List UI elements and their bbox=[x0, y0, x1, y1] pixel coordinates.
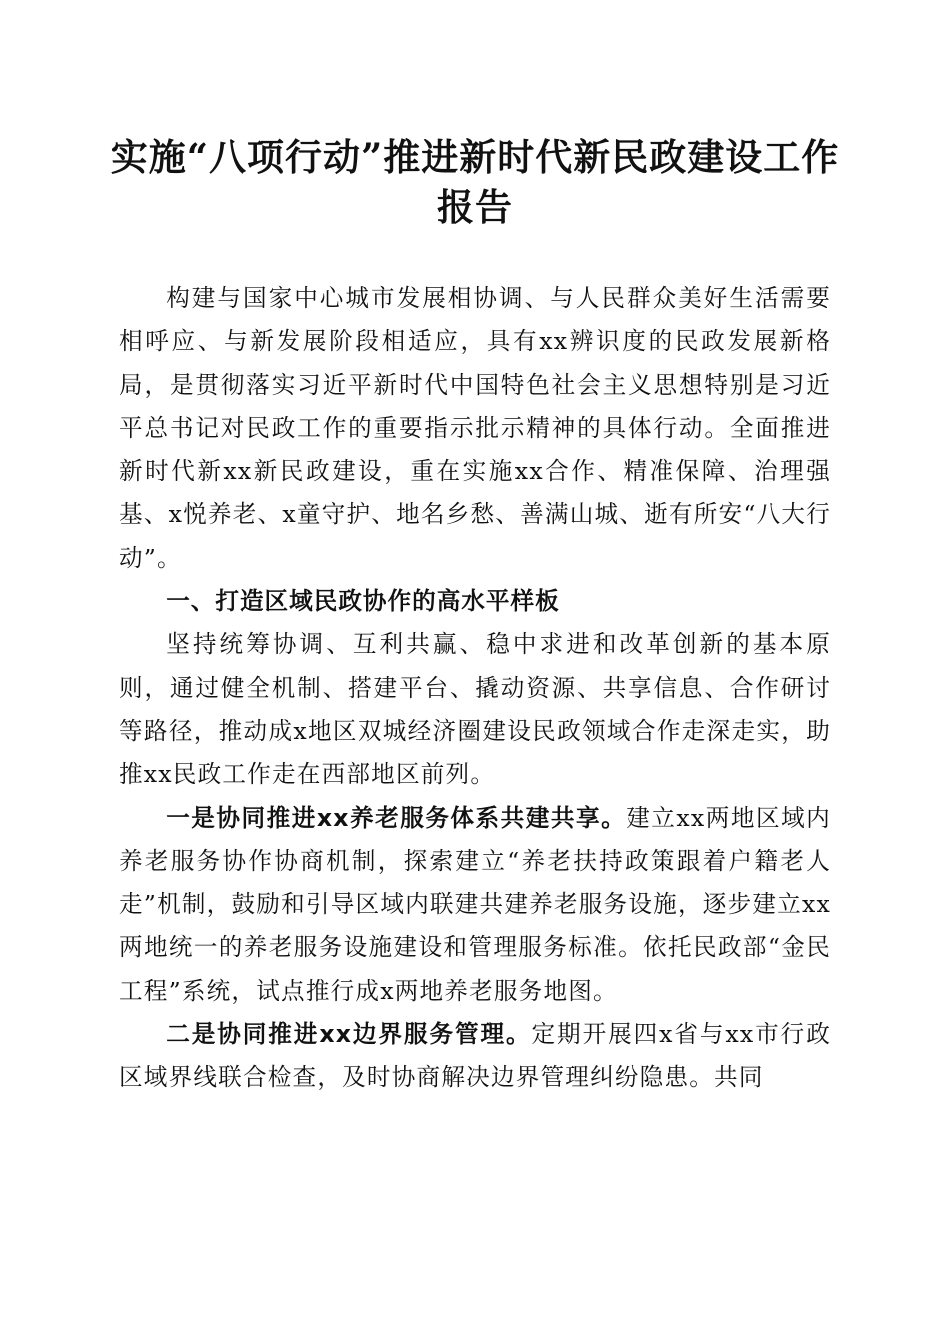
item-1-text: 建立xx两地区域内养老服务协作协商机制，探索建立“养老扶持政策跟着户籍老人走”机制，鼓励和引导区域内联建共建养老服务设施，逐步建立xx两地统一的养老服务设施建设和管理服务标准。依托民政部“金民工程”系统，试点推行成x两地养老服务地图。 bbox=[119, 803, 831, 1005]
paragraph-intro: 构建与国家中心城市发展相协调、与人民群众美好生活需要相呼应、与新发展阶段相适应，具有xx辨识度的民政发展新格局，是贯彻落实习近平新时代中国特色社会主义思想特别是习近平总书记对民政工作的重要指示批示精神的具体行动。全面推进新时代新xx新民政建设，重在实施xx合作、精准保障、治理强基、x悦养老、x童守护、地名乡愁、善满山城、逝有所安“八大行动”。 bbox=[119, 284, 831, 572]
item-2-lead: 二是协同推进xx边界服务管理。 bbox=[166, 1020, 532, 1049]
title-line-2: 报告 bbox=[437, 185, 513, 229]
item-2-text: 定期开展四x省与xx市行政区域界线联合检查，及时协商解决边界管理纠纷隐患。共同 bbox=[119, 1020, 831, 1092]
paragraph-item-1 bbox=[119, 797, 831, 1013]
paragraph-section-1-intro: 坚持统筹协调、互利共赢、稳中求进和改革创新的基本原则，通过健全机制、搭建平台、撬动资源、共享信息、合作研讨等路径，推动成x地区双城经济圈建设民政领域合作走深走实，助推xx民政工作走在西部地区前列。 bbox=[119, 630, 831, 789]
item-1-lead: 一是协同推进xx养老服务体系共建共享。 bbox=[166, 803, 627, 832]
paragraph-item-2 bbox=[119, 1013, 831, 1100]
document-body bbox=[119, 277, 831, 1100]
document-title bbox=[100, 132, 850, 232]
section-heading-1: 一、打造区域民政协作的高水平样板 bbox=[166, 587, 560, 616]
title-line-1: 实施“八项行动”推进新时代新民政建设工作 bbox=[110, 135, 840, 179]
